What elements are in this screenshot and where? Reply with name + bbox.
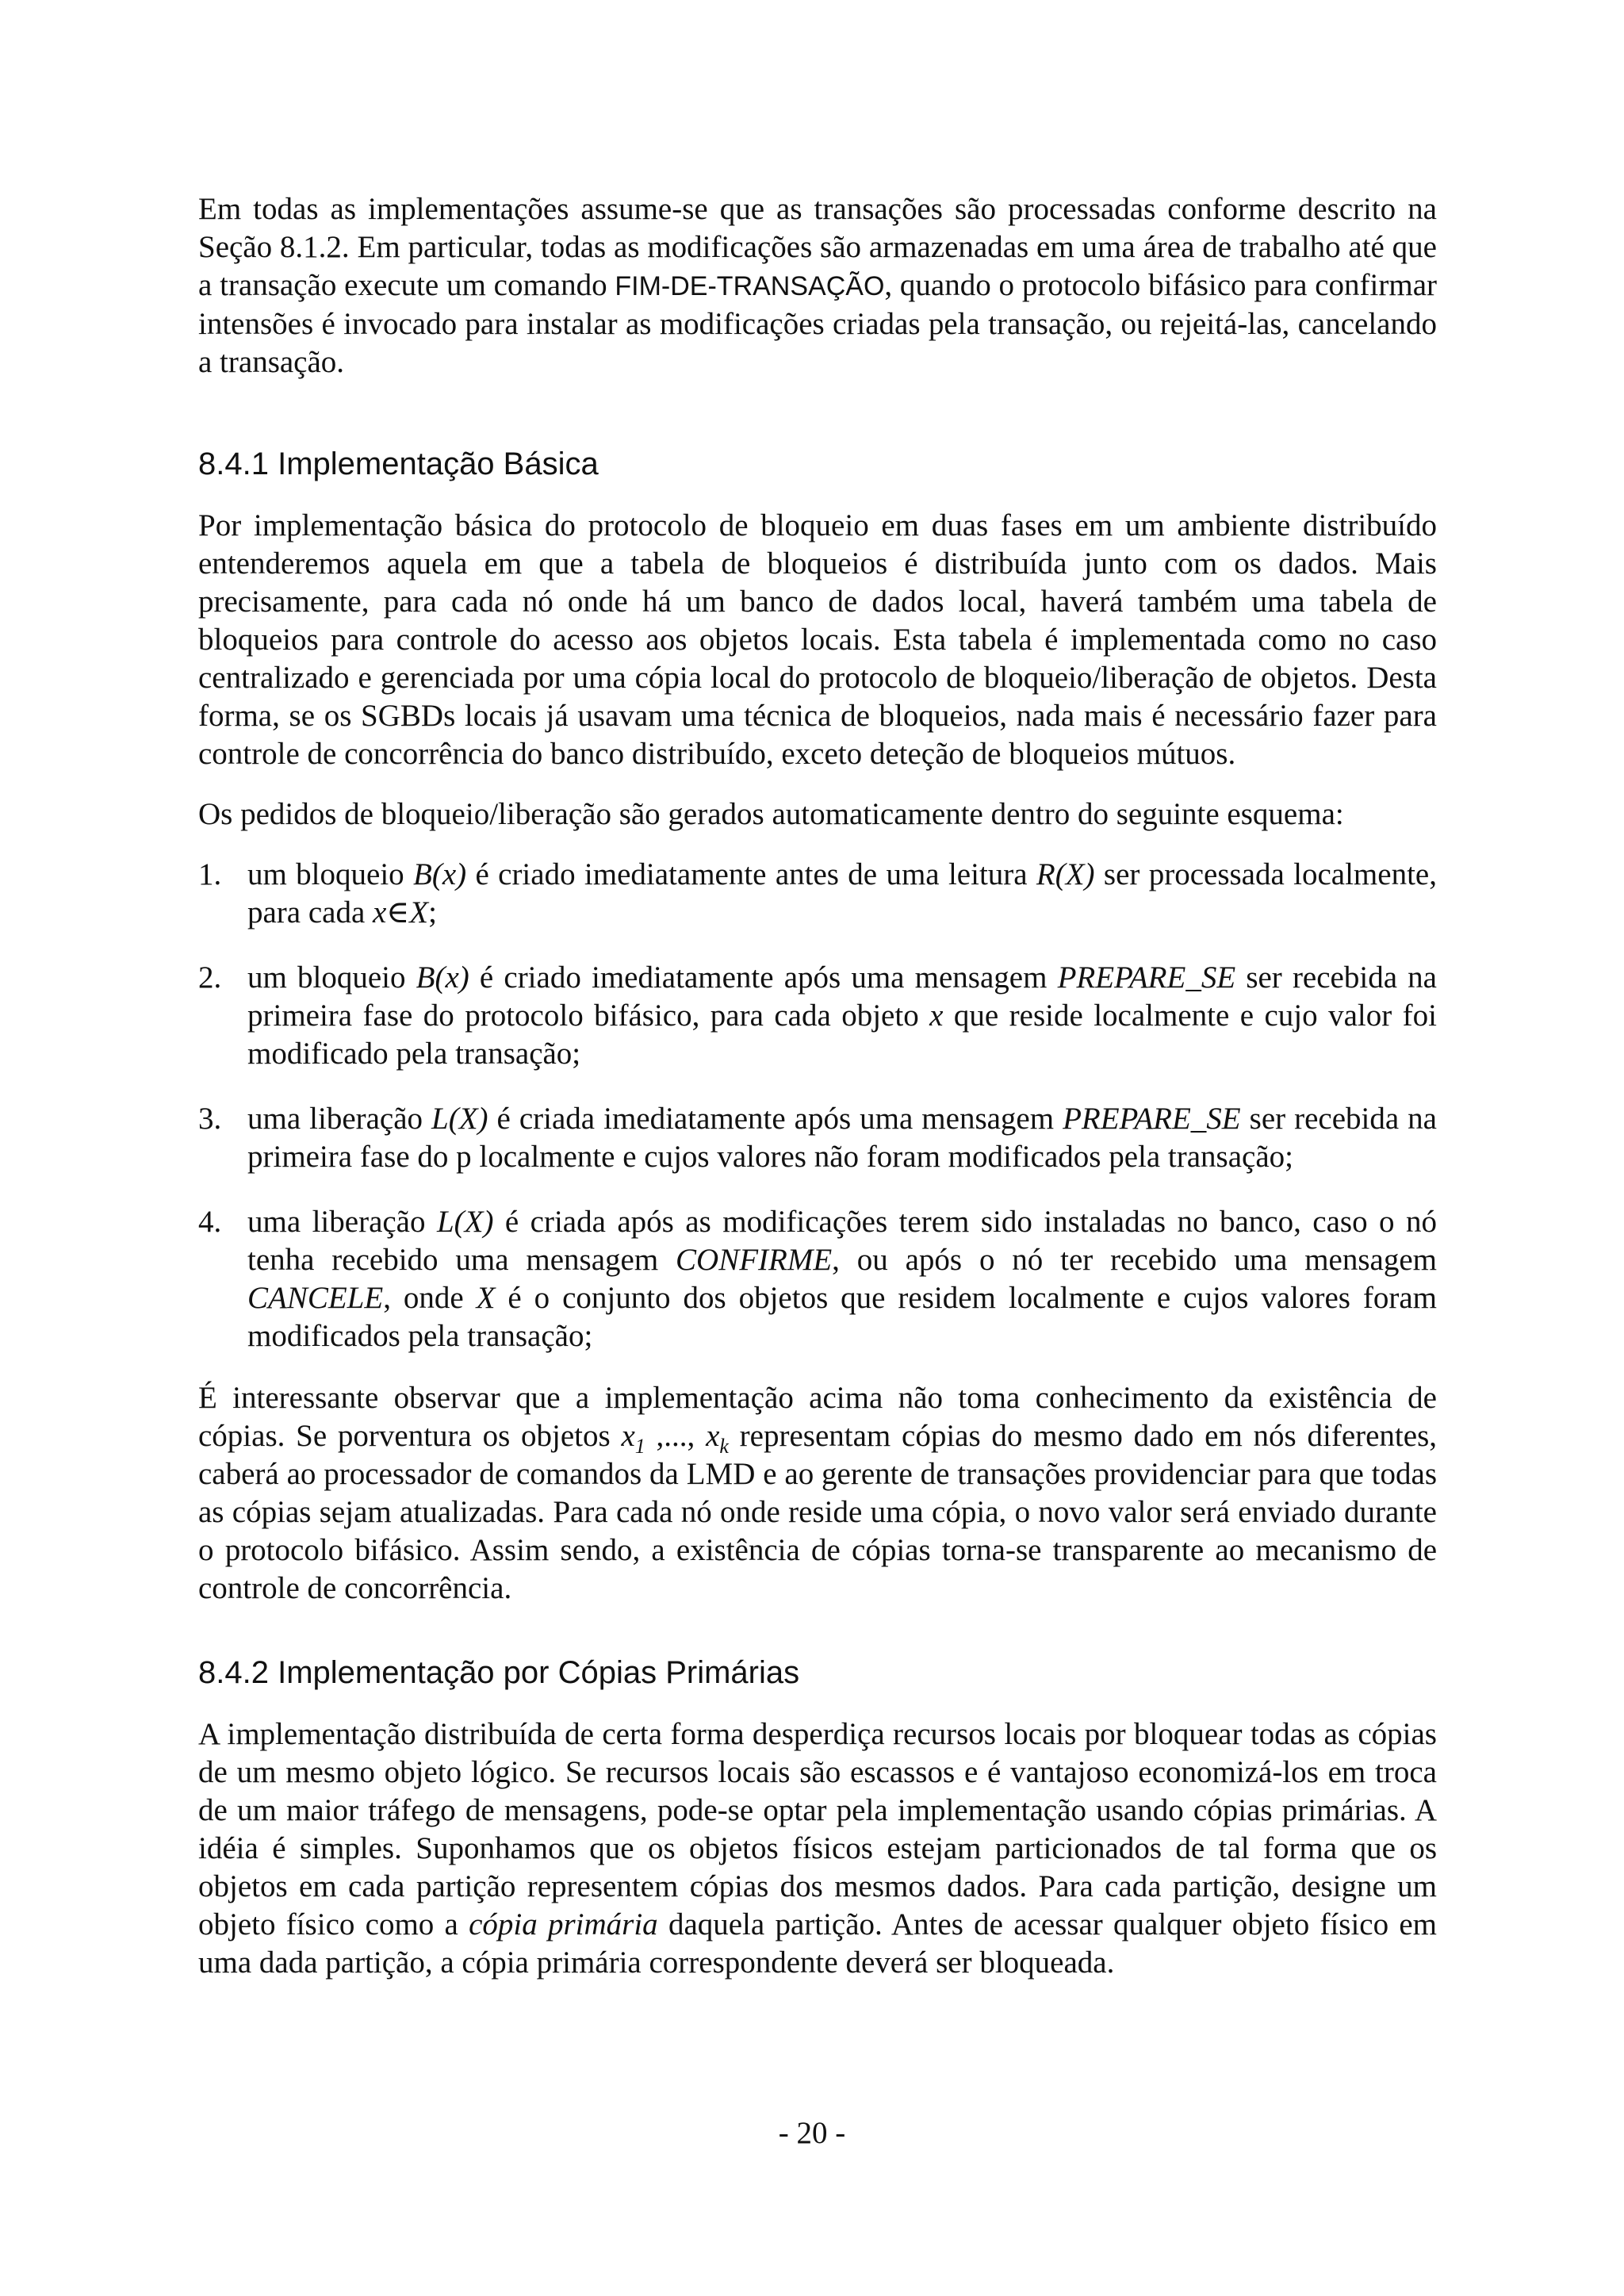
page-number: - 20 - [778, 2116, 846, 2150]
list-item-message: PREPARE_SE [1063, 1102, 1241, 1136]
list-item-text: é o conjunto dos objetos que residem localmente e cujos valores foram modificados pela transação; [247, 1281, 1437, 1353]
list-item-text: uma liberação [247, 1205, 437, 1239]
math-variable: x [706, 1419, 720, 1453]
list-item-text: ser recebida na primeira fase do protocolo bifásico, para cada objeto [247, 960, 1437, 1033]
list-item-text: , onde [383, 1281, 477, 1315]
list-item-math: B(x) [416, 960, 469, 995]
list-item [198, 856, 1437, 932]
list-item-message: CANCELE [247, 1281, 384, 1315]
intro-text-2: , quando o protocolo bifásico para confirmar intensões é invocado para instalar as modificações criadas pela transação, ou rejeitá-las, cancelando a transação. [198, 268, 1437, 379]
section-8-4-1-paragraph-1: Por implementação básica do protocolo de bloqueio em duas fases em um ambiente distribuído entenderemos aquela em que a tabela de bloqueios é distribuída junto com os dados. Mais precisamente, para cada nó onde há um banco de dados local, haverá também uma tabela de bloqueios para controle do acesso aos objetos locais. Esta tabela é implementada como no caso centralizado e gerenciada por uma cópia local do protocolo de bloqueio/liberação de objetos. Desta forma, se os SGBDs locais já usavam uma técnica de bloqueios, nada mais é necessário fazer para controle de concorrência do banco distribuído, exceto deteção de bloqueios mútuos. [198, 508, 1437, 771]
list-item-text: ; [428, 895, 437, 930]
list-item [198, 1100, 1437, 1176]
paragraph-text: É interessante observar que a implementação acima não toma conhecimento da existência de cópias. Se porventura os objetos [198, 1381, 1437, 1453]
list-item-text: uma liberação [247, 1102, 432, 1136]
list-item-text: que reside localmente e cujo valor foi modificado pela transação; [247, 999, 1437, 1071]
section-8-4-1-paragraph-3 [198, 1379, 1437, 1608]
list-item-text: , ou após o nó ter recebido uma mensagem [832, 1243, 1437, 1277]
list-item-math: R(X) [1036, 857, 1095, 891]
list-item-number: 2. [198, 960, 222, 995]
math-subscript: k [719, 1434, 729, 1458]
list-item-text: ser processada localmente, para cada [247, 857, 1437, 930]
list-item-text: é criada após as modificações terem sido instaladas no banco, caso o nó tenha recebido uma mensagem [247, 1205, 1438, 1277]
list-item [198, 1203, 1437, 1355]
list-item-number: 3. [198, 1102, 222, 1136]
list-item-text: é criado imediatamente após uma mensagem [469, 960, 1058, 995]
math-variable: x [621, 1419, 635, 1453]
math-subscript: 1 [634, 1434, 645, 1458]
math-ellipsis: ,..., [645, 1419, 707, 1453]
section-8-4-1-paragraph-2: Os pedidos de bloqueio/liberação são gerados automaticamente dentro do seguinte esquema: [198, 797, 1344, 831]
list-item [198, 959, 1437, 1073]
section-8-4-2-paragraph [198, 1715, 1437, 1982]
list-item-math: L(X) [436, 1205, 494, 1239]
list-item-math: X [476, 1281, 496, 1315]
list-item-text: é criada imediatamente após uma mensagem [488, 1102, 1063, 1136]
list-item-text: um bloqueio [247, 857, 414, 891]
section-heading-8-4-1: 8.4.1 Implementação Básica [198, 447, 599, 481]
list-item-text: um bloqueio [247, 960, 416, 995]
intro-text-1: Em todas as implementações assume-se que as transações são processadas conforme descrito na Seção 8.1.2. Em particular, todas as modificações são armazenadas em uma área de trabalho até que a transação execute um comando [198, 192, 1437, 302]
list-item-message: CONFIRME [676, 1243, 833, 1277]
intro-paragraph [198, 190, 1437, 381]
section-heading-8-4-2: 8.4.2 Implementação por Cópias Primárias [198, 1655, 800, 1690]
list-item-text: é criado imediatamente antes de uma leitura [466, 857, 1036, 891]
list-item-number: 1. [198, 857, 222, 891]
list-item-number: 4. [198, 1205, 222, 1239]
list-item-math: x∈X [373, 895, 429, 930]
list-item-text: ser recebida na primeira fase do p localmente e cujos valores não foram modificados pela transação; [247, 1102, 1437, 1174]
list-item-math: x [929, 999, 944, 1033]
paragraph-text: representam cópias do mesmo dado em nós diferentes, caberá ao processador de comandos da LMD e ao gerente de transações providenciar para que todas as cópias sejam atualizadas. Para cada nó onde reside uma cópia, o novo valor será enviado durante o protocolo bifásico. Assim sendo, a existência de cópias torna-se transparente ao mecanismo de controle de concorrência. [198, 1419, 1438, 1605]
command-keyword: FIM-DE-TRANSAÇÃO [615, 271, 885, 301]
document-page [198, 190, 1437, 1982]
list-item-math: B(x) [413, 857, 467, 891]
paragraph-text: daquela partição. Antes de acessar qualquer objeto físico em uma dada partição, a cópia primária correspondente deverá ser bloqueada. [198, 1907, 1437, 1980]
emphasized-term: cópia primária [469, 1907, 658, 1941]
paragraph-text: A implementação distribuída de certa forma desperdiça recursos locais por bloquear todas as cópias de um mesmo objeto lógico. Se recursos locais são escassos e é vantajoso economizá-los em troca de um maior tráfego de mensagens, pode-se optar pela implementação usando cópias primárias. A idéia é simples. Suponhamos que os objetos físicos estejam particionados de tal forma que os objetos em cada partição representem cópias dos mesmos dados. Para cada partição, designe um objeto físico como a [198, 1717, 1437, 1941]
list-item-math: L(X) [431, 1102, 488, 1136]
lock-rules-list [198, 856, 1437, 1355]
list-item-message: PREPARE_SE [1057, 960, 1236, 995]
